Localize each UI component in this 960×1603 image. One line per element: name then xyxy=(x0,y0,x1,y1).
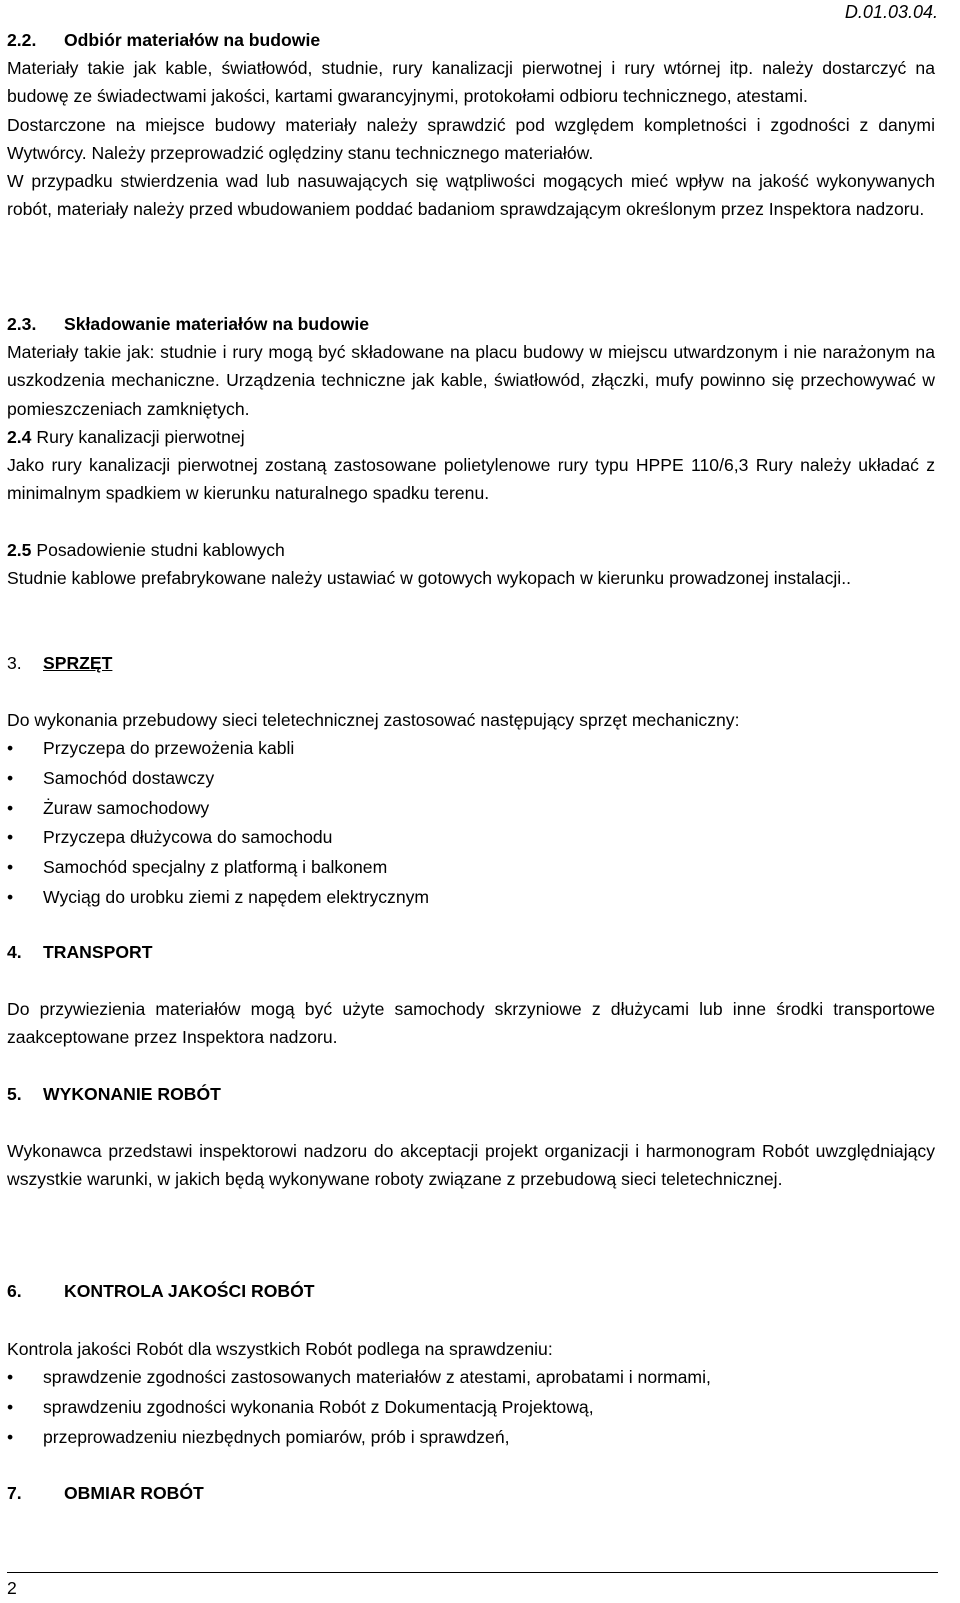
paragraph: Do przywiezienia materiałów mogą być użyte samochody skrzyniowe z dłużycami lub inne środki transportowe zaakceptowane przez Inspektora nadzoru. xyxy=(7,999,935,1048)
section-heading xyxy=(7,536,935,564)
section-number: 3. xyxy=(7,653,22,673)
section-number: 2.4 xyxy=(7,427,32,447)
list-item: • Wyciąg do urobku ziemi z napędem elektrycznym xyxy=(7,883,935,913)
paragraph: W przypadku stwierdzenia wad lub nasuwających się wątpliwości mogących mieć wpływ na jakość wykonywanych robót, materiały należy przed wbudowaniem poddać badaniom sprawdzającym określonym przez Inspektora nadzoru. xyxy=(7,171,935,220)
section-title: WYKONANIE ROBÓT xyxy=(43,1084,221,1104)
list-item: • Przyczepa dłużycowa do samochodu xyxy=(7,823,935,853)
page-number: 2 xyxy=(7,1578,17,1598)
section-number: 5. xyxy=(7,1084,22,1104)
section-heading xyxy=(7,1277,935,1305)
equipment-list xyxy=(7,734,935,912)
section-number: 2.3. xyxy=(7,314,37,334)
section-number: 2.2. xyxy=(7,30,37,50)
section-2-5 xyxy=(7,536,935,592)
section-heading xyxy=(7,423,935,451)
section-heading xyxy=(7,649,935,677)
section-title: Składowanie materiałów na budowie xyxy=(64,314,370,334)
section-3 xyxy=(7,649,935,677)
list-item: • Przyczepa do przewożenia kabli xyxy=(7,734,935,764)
paragraph: Dostarczone na miejsce budowy materiały należy sprawdzić pod względem kompletności i zgodności z danymi Wytwórcy. Należy przeprowadzić oględziny stanu technicznego materiałów. xyxy=(7,114,935,163)
section-number: 4. xyxy=(7,942,22,962)
list-item: • sprawdzeniu zgodności wykonania Robót z Dokumentacją Projektową, xyxy=(7,1393,935,1423)
section-title: SPRZĘT xyxy=(43,653,113,673)
list-item: • przeprowadzeniu niezbędnych pomiarów, prób i sprawdzeń, xyxy=(7,1423,935,1453)
footer-divider xyxy=(7,1572,938,1573)
section-number: 6. xyxy=(7,1281,22,1301)
section-7 xyxy=(7,1479,935,1507)
paragraph: Kontrola jakości Robót dla wszystkich Robót podlega na sprawdzeniu: xyxy=(7,1339,553,1359)
section-6 xyxy=(7,1277,935,1305)
list-item: • Żuraw samochodowy xyxy=(7,794,935,824)
section-title: Odbiór materiałów na budowie xyxy=(64,30,321,50)
section-2-3 xyxy=(7,310,935,423)
section-4-body xyxy=(7,995,935,1051)
document-code: D.01.03.04. xyxy=(844,2,938,22)
paragraph: Do wykonania przebudowy sieci teletechnicznej zastosować następujący sprzęt mechaniczny: xyxy=(7,710,740,730)
list-item: • sprawdzenie zgodności zastosowanych materiałów z atestami, aprobatami i normami, xyxy=(7,1363,935,1393)
section-5 xyxy=(7,1080,935,1108)
section-number: 2.5 xyxy=(7,540,32,560)
section-heading xyxy=(7,1479,935,1507)
quality-control-list xyxy=(7,1363,935,1452)
paragraph: Materiały takie jak kable, światłowód, studnie, rury kanalizacji pierwotnej i rury wtórnej itp. należy dostarczyć na budowę ze świadectwami jakości, kartami gwarancyjnymi, protokołami odbioru technicznego, atestami. xyxy=(7,58,935,107)
section-heading xyxy=(7,1080,935,1108)
section-title: TRANSPORT xyxy=(43,942,153,962)
section-heading xyxy=(7,26,935,54)
list-item: • Samochód dostawczy xyxy=(7,764,935,794)
section-title: Posadowienie studni kablowych xyxy=(36,540,285,560)
section-3-body xyxy=(7,706,935,912)
list-item: • Samochód specjalny z platformą i balkonem xyxy=(7,853,935,883)
section-number: 7. xyxy=(7,1483,22,1503)
section-title: Rury kanalizacji pierwotnej xyxy=(36,427,245,447)
paragraph: Wykonawca przedstawi inspektorowi nadzoru do akceptacji projekt organizacji i harmonogram Robót uwzględniający wszystkie warunki, w jakich będą wykonywane roboty związane z przebudową sieci teletechnicznej. xyxy=(7,1141,935,1190)
section-5-body xyxy=(7,1137,935,1193)
section-4 xyxy=(7,938,935,966)
paragraph: Materiały takie jak: studnie i rury mogą być składowane na placu budowy w miejscu utwardzonym i nie narażonym na uszkodzenia mechaniczne. Urządzenia techniczne jak kable, światłowód, złączki, mufy powinno się przechowywać w pomieszczeniach zamkniętych. xyxy=(7,342,935,419)
section-heading xyxy=(7,938,935,966)
section-heading xyxy=(7,310,935,338)
paragraph: Jako rury kanalizacji pierwotnej zostaną zastosowane polietylenowe rury typu HPPE 110/6,3 Rury należy układać z minimalnym spadkiem w kierunku naturalnego spadku terenu. xyxy=(7,455,935,504)
section-title: OBMIAR ROBÓT xyxy=(64,1483,204,1503)
section-title: KONTROLA JAKOŚCI ROBÓT xyxy=(64,1281,315,1301)
section-2-4 xyxy=(7,423,935,508)
section-6-body xyxy=(7,1335,935,1452)
section-2-2 xyxy=(7,26,935,223)
paragraph: Studnie kablowe prefabrykowane należy ustawiać w gotowych wykopach w kierunku prowadzonej instalacji.. xyxy=(7,568,851,589)
